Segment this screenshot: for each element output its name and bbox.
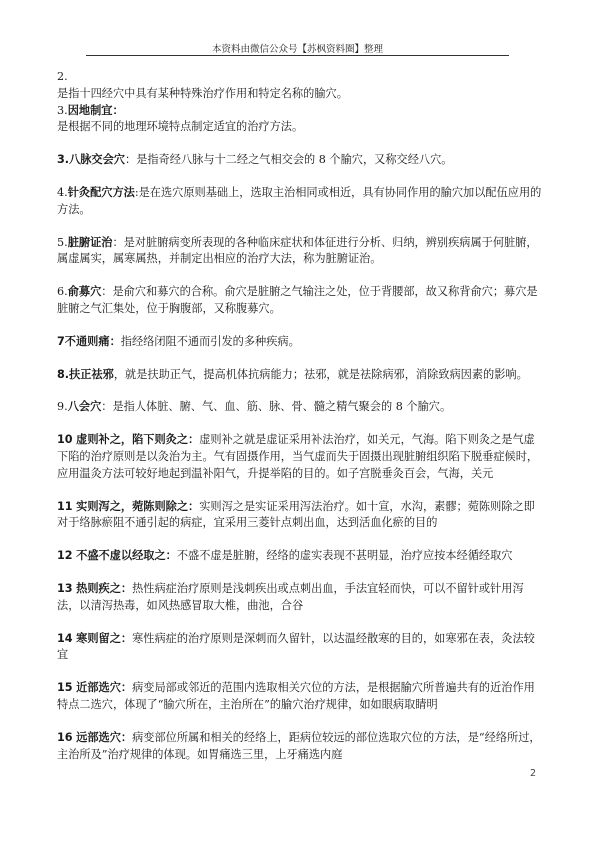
- definition-entry: [57, 103, 545, 137]
- entry-number: 10: [57, 433, 73, 447]
- entry-description: 寒性病症的治疗原则是深刺而久留针，以达温经散寒的目的，如寒邪在表，灸法较宜: [57, 631, 535, 662]
- header-rule: [86, 55, 509, 56]
- entry-term: 不通则痛: [64, 334, 110, 348]
- entry-separator: ：: [101, 400, 113, 414]
- entry-description: 是在选穴原则基础上，选取主治相同或相近，具有协同作用的腧穴加以配伍应用的方法。: [57, 185, 542, 216]
- entry-separator: ：: [112, 103, 124, 117]
- entry-separator: ：: [188, 499, 200, 513]
- definition-entry: [57, 499, 545, 533]
- entry-number: 7: [57, 334, 65, 348]
- entry-description: 病变部位所属和相关的经络上，距病位较远的部位选取穴位的方法，是“经络所过，主治所及”治疗规律的体现。如胃痛选三里，上牙痛选内庭: [57, 730, 541, 761]
- entry-term: 虚则补之，陷下则灸之: [76, 433, 189, 447]
- definition-entry: [57, 730, 545, 764]
- entry-term: 俞募穴: [67, 285, 102, 299]
- entry-term: 远部选穴: [76, 730, 121, 744]
- entry-separator: :: [134, 185, 139, 199]
- entry-number: 3.: [57, 103, 68, 117]
- entry-term: 八脉交会穴: [69, 153, 125, 167]
- entry-number: 11: [57, 499, 73, 513]
- entry-number: 5.: [57, 235, 68, 249]
- entry-number: 8.: [57, 367, 70, 381]
- definition-entry: [57, 69, 545, 103]
- entry-term: 近部选穴: [76, 681, 121, 695]
- entry-description: 是指十四经穴中具有某种特殊治疗作用和特定名称的腧穴。: [57, 86, 348, 100]
- definition-entry: [57, 152, 545, 169]
- entry-term: 寒则留之: [76, 631, 121, 645]
- entry-separator: ：: [125, 153, 137, 167]
- entry-description: 病变局部或邻近的范围内选取相关穴位的方法，是根据腧穴所普遍共有的近治作用特点二选穴，体现了“腧穴所在，主治所在”的腧穴治疗规律，如如眼病取睛明: [57, 681, 535, 711]
- entry-separator: ：: [112, 235, 124, 249]
- entry-separator: ：: [101, 285, 113, 299]
- entry-number: 3.: [57, 153, 70, 167]
- entry-term: 实则泻之，菀陈则除之: [76, 499, 189, 513]
- entry-description: 是对脏腑病变所表现的各种临床症状和体征进行分析、归纳，辨别疾病属于何脏腑，属虚属实，属寒属热，并制定出相应的治疗大法，称为脏腑证治。: [57, 235, 538, 266]
- entry-number: 15: [57, 681, 73, 695]
- entry-number: 12: [57, 549, 73, 563]
- entry-description: 虚则补之就是虚证采用补法治疗，如关元，气海。陷下则灸之是气虚下陷的治疗原则是以灸治为主。气有固摄作用，当气虚而失于固摄出现脏腑组织陷下脱垂症候时，应用温灸方法可较好地起到温补阳气，升提举陷的目的。如子宫脱垂灸百会，气海，关元: [57, 433, 539, 480]
- entry-description: 是指人体脏、腑、气、血、筋、脉、骨、髓之精气聚会的 8 个腧穴。: [112, 400, 452, 414]
- definition-entry: [57, 185, 545, 219]
- entry-number: 6.: [57, 285, 68, 299]
- page-header: 本资料由微信公众号【苏枫资料圈】整理: [211, 44, 383, 55]
- entry-number: 16: [57, 730, 73, 744]
- entry-description: 是根据不同的地理环境特点制定适宜的治疗方法。: [57, 120, 304, 134]
- entry-description: 不盛不虚是脏腑，经络的虚实表现不甚明显，治疗应按本经循经取穴: [176, 549, 513, 563]
- entry-term: 针灸配穴方法: [67, 185, 135, 199]
- entry-separator: ：: [109, 334, 121, 348]
- entry-term: 因地制宜: [67, 103, 113, 117]
- entry-term: 扶正祛邪: [69, 367, 114, 381]
- entry-term: 脏腑证治: [67, 235, 113, 249]
- entry-separator: ：: [120, 631, 133, 645]
- page-number: 2: [529, 768, 536, 779]
- definition-entry: [57, 548, 545, 565]
- definition-entry: [57, 399, 545, 416]
- entry-term: 不盛不虚以经取之: [76, 549, 166, 563]
- entry-description: 就是扶助正气，提高机体抗病能力；祛邪，就是祛除病邪，消除致病因素的影响。: [125, 367, 528, 381]
- entry-number: 14: [57, 631, 73, 645]
- definition-entry: [57, 235, 545, 269]
- definition-entry: [57, 367, 545, 384]
- entry-description: 是俞穴和募穴的合称。俞穴是脏腑之气输注之处，位于背腰部，故又称背俞穴；募穴是脏腑之气汇集处，位于胸腹部，又称腹募穴。: [57, 285, 538, 315]
- entry-number: 9.: [57, 400, 68, 414]
- definition-entry: [57, 432, 545, 482]
- definition-entry: [57, 680, 545, 714]
- entry-term: 八会穴: [67, 400, 102, 414]
- entry-term: 热则疾之: [76, 581, 121, 595]
- entry-description: 实则泻之是实证采用泻法治疗。如十宣，水沟，素髎；菀陈则除之即对于络脉瘀阻不通引起的病症，宜采用三菱针点刺出血，达到活血化瘀的目的: [57, 499, 535, 530]
- entry-separator: ：: [120, 681, 133, 695]
- document-body: [57, 69, 545, 763]
- entry-number: 4.: [57, 185, 68, 199]
- entry-separator: ：: [165, 549, 177, 563]
- definition-entry: [57, 284, 545, 318]
- entry-separator: ，: [113, 367, 126, 381]
- entry-separator: ：: [120, 730, 133, 744]
- entry-description: 热性病症治疗原则是浅刺疾出或点刺出血，手法宜轻而快，可以不留针或针用泻法，以清泻热毒，如风热感冒取大椎，曲池，合谷: [57, 581, 524, 612]
- entry-separator: ：: [188, 433, 200, 447]
- entry-description: 指经络闭阻不通而引发的多种疾病。: [120, 334, 300, 348]
- definition-entry: [57, 581, 545, 615]
- entry-description: 是指奇经八脉与十二经之气相交会的 8 个腧穴，又称交经八穴。: [136, 153, 453, 167]
- entry-number: 13: [57, 581, 73, 595]
- definition-entry: [57, 631, 545, 665]
- entry-separator: ：: [120, 581, 133, 595]
- entry-number: 2.: [57, 70, 68, 83]
- definition-entry: [57, 334, 545, 351]
